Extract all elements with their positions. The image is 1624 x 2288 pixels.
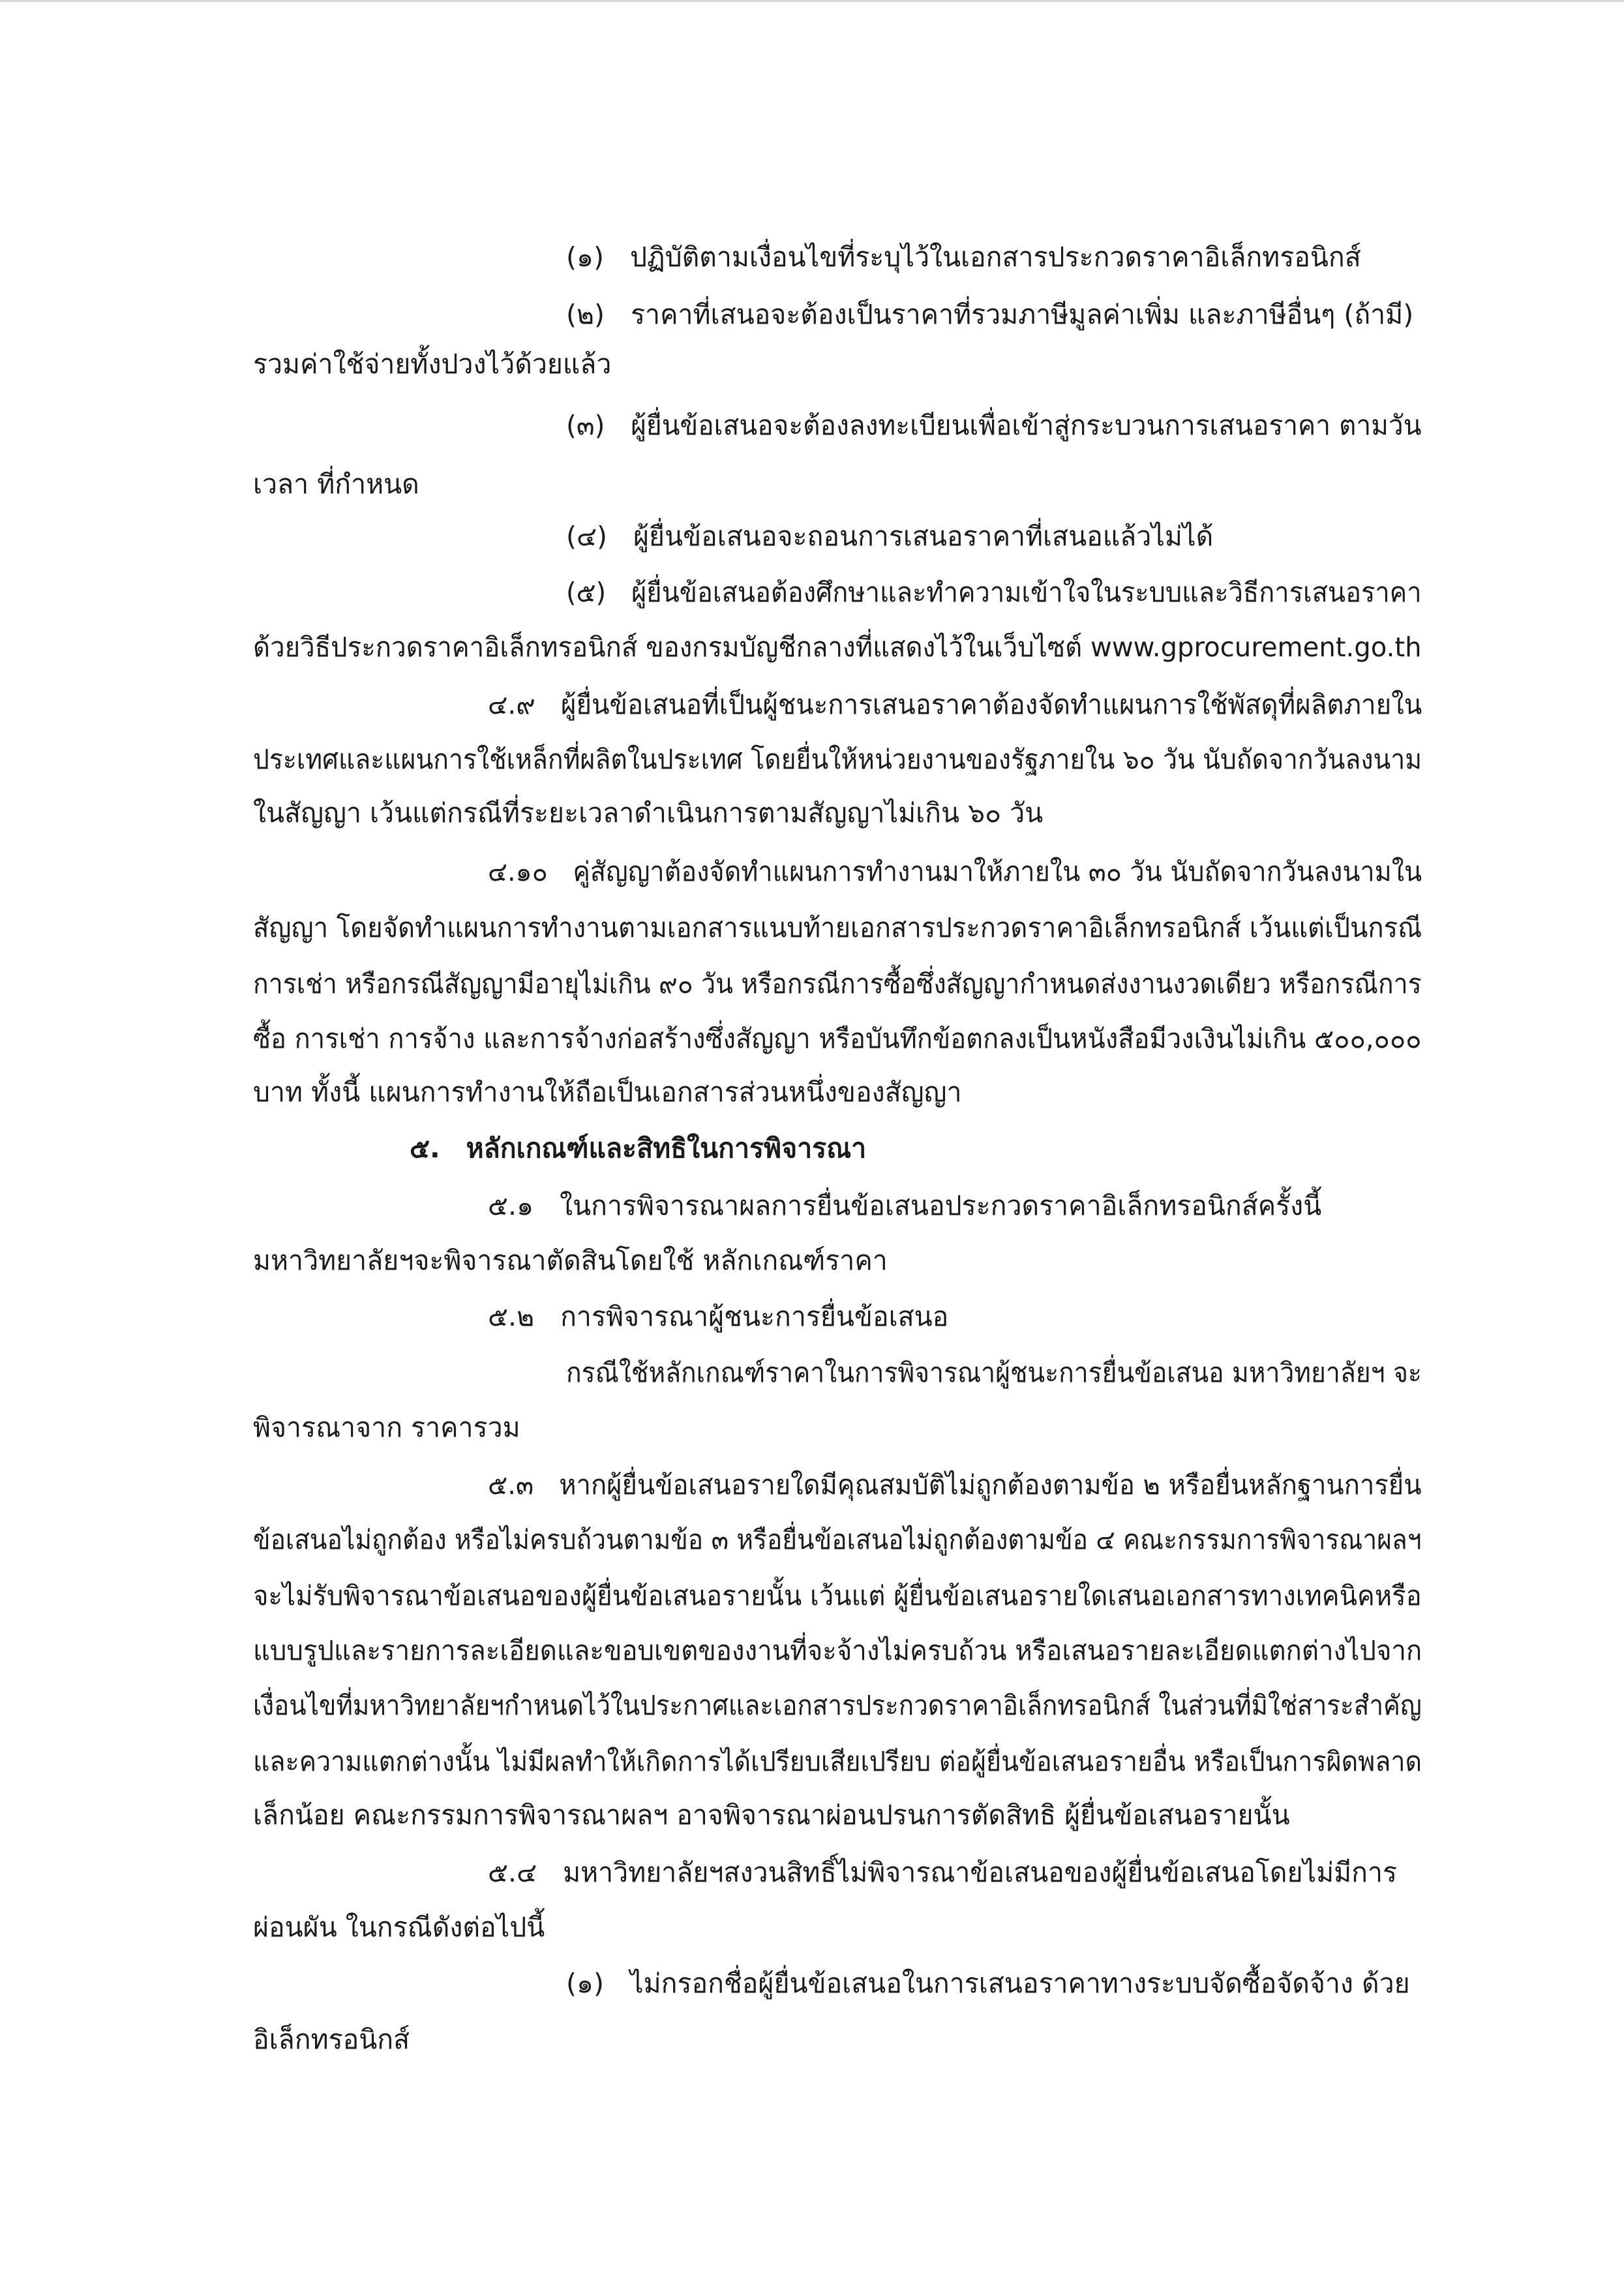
- section-5-number: ๕.: [410, 1133, 440, 1164]
- condition-2-continuation: รวมค่าใช้จ่ายทั้งปวงไว้ด้วยแล้ว: [253, 348, 612, 380]
- condition-5-text: ผู้ยื่นข้อเสนอต้องศึกษาและทำความเข้าใจในระบบและวิธีการเสนอราคา: [631, 577, 1422, 608]
- clause-4-9-line3: ในสัญญา เว้นแต่กรณีที่ระยะเวลาดำเนินการตามสัญญาไม่เกิน ๖๐ วัน: [253, 797, 1044, 829]
- clause-5-3-line3: จะไม่รับพิจารณาข้อเสนอของผู้ยื่นข้อเสนอรายนั้น เว้นแต่ ผู้ยื่นข้อเสนอรายใดเสนอเอกสารทางเทคนิคหรือ: [253, 1580, 1422, 1611]
- clause-4-10-number: ๔.๑๐: [488, 856, 548, 887]
- condition-3-text: ผู้ยื่นข้อเสนอจะต้องลงทะเบียนเพื่อเข้าสู่กระบวนการเสนอราคา ตามวัน: [631, 410, 1422, 441]
- clause-5-4-sub-1-continuation: อิเล็กทรอนิกส์: [253, 2024, 410, 2055]
- clause-5-1-line1: ในการพิจารณาผลการยื่นข้อเสนอประกวดราคาอิเล็กทรอนิกส์ครั้งนี้: [560, 1190, 1322, 1221]
- condition-4-text: ผู้ยื่นข้อเสนอจะถอนการเสนอราคาที่เสนอแล้วไม่ได้: [633, 521, 1214, 552]
- condition-5-number: (๕): [566, 577, 607, 608]
- condition-2-number: (๒): [566, 299, 605, 330]
- clause-5-4-sub-1: [566, 1964, 1410, 2003]
- clause-5-3-line7: เล็กน้อย คณะกรรมการพิจารณาผลฯ อาจพิจารณาผ่อนปรนการตัดสิทธิ ผู้ยื่นข้อเสนอรายนั้น: [253, 1799, 1290, 1831]
- clause-4-9-line2: ประเทศและแผนการใช้เหล็กที่ผลิตในประเทศ โดยยื่นให้หน่วยงานของรัฐภายใน ๖๐ วัน นับถัดจากวันลงนาม: [253, 744, 1422, 775]
- condition-1: [566, 237, 1361, 277]
- condition-2: [566, 295, 1413, 334]
- section-5-title: หลักเกณฑ์และสิทธิในการพิจารณา: [466, 1133, 867, 1164]
- condition-5-continuation: ด้วยวิธีประกวดราคาอิเล็กทรอนิกส์ ของกรมบัญชีกลางที่แสดงไว้ในเว็บไซต์ www.gprocurement.go.th: [253, 632, 1422, 663]
- condition-1-text: ปฏิบัติตามเงื่อนไขที่ระบุไว้ในเอกสารประกวดราคาอิเล็กทรอนิกส์: [630, 241, 1361, 273]
- clause-5-1: [488, 1186, 1321, 1225]
- clause-5-4-sub-1-number: (๑): [566, 1968, 605, 1999]
- clause-5-3: [488, 1465, 1422, 1504]
- clause-5-4: [488, 1853, 1397, 1892]
- clause-4-10-line5: บาท ทั้งนี้ แผนการทำงานให้ถือเป็นเอกสารส่วนหนึ่งของสัญญา: [253, 1076, 962, 1108]
- clause-5-1-line2: มหาวิทยาลัยฯจะพิจารณาตัดสินโดยใช้ หลักเกณฑ์ราคา: [253, 1245, 888, 1276]
- clause-5-3-line1: หากผู้ยื่นข้อเสนอรายใดมีคุณสมบัติไม่ถูกต้องตามข้อ ๒ หรือยื่นหลักฐานการยื่น: [559, 1469, 1422, 1501]
- clause-5-2: [488, 1297, 948, 1336]
- clause-4-9-number: ๔.๙: [488, 689, 535, 720]
- condition-4: [566, 517, 1213, 556]
- clause-5-4-number: ๕.๔: [488, 1857, 537, 1888]
- clause-5-2-line1: การพิจารณาผู้ชนะการยื่นข้อเสนอ: [560, 1301, 949, 1332]
- clause-5-2-number: ๕.๒: [488, 1301, 535, 1332]
- clause-5-3-number: ๕.๓: [488, 1469, 534, 1501]
- condition-1-number: (๑): [566, 241, 605, 273]
- condition-3: [566, 406, 1422, 445]
- clause-5-1-number: ๕.๑: [488, 1190, 534, 1221]
- clause-4-9-line1: ผู้ยื่นข้อเสนอที่เป็นผู้ชนะการเสนอราคาต้องจัดทำแผนการใช้พัสดุที่ผลิตภายใน: [560, 689, 1422, 720]
- clause-5-3-line4: แบบรูปและรายการละเอียดและขอบเขตของงานที่จะจ้างไม่ครบถ้วน หรือเสนอรายละเอียดแตกต่างไปจาก: [253, 1635, 1422, 1666]
- clause-4-9: [488, 685, 1422, 724]
- page-top-edge: [0, 0, 1624, 2]
- clause-5-3-line5: เงื่อนไขที่มหาวิทยาลัยฯกำหนดไว้ในประกาศและเอกสารประกวดราคาอิเล็กทรอนิกส์ ในส่วนที่มิใช่สาระสำคัญ: [253, 1690, 1422, 1721]
- clause-4-10-line2: สัญญา โดยจัดทำแผนการทำงานตามเอกสารแนบท้ายเอกสารประกวดราคาอิเล็กทรอนิกส์ เว้นแต่เป็นกรณี: [253, 912, 1422, 943]
- clause-5-4-sub-1-text: ไม่กรอกชื่อผู้ยื่นข้อเสนอในการเสนอราคาทางระบบจัดซื้อจัดจ้าง ด้วย: [630, 1968, 1410, 1999]
- clause-4-10: [488, 852, 1422, 891]
- section-5-heading: [410, 1129, 866, 1168]
- clause-5-3-line6: และความแตกต่างนั้น ไม่มีผลทำให้เกิดการได้เปรียบเสียเปรียบ ต่อผู้ยื่นข้อเสนอรายอื่น หรือเป็นการผิดพลาด: [253, 1746, 1422, 1777]
- clause-5-4-line1: มหาวิทยาลัยฯสงวนสิทธิ์ไม่พิจารณาข้อเสนอของผู้ยื่นข้อเสนอโดยไม่มีการ: [563, 1857, 1398, 1888]
- clause-5-2-line3: พิจารณาจาก ราคารวม: [253, 1412, 520, 1443]
- condition-3-continuation: เวลา ที่กำหนด: [253, 468, 419, 500]
- clause-5-2-line2: กรณีใช้หลักเกณฑ์ราคาในการพิจารณาผู้ชนะการยื่นข้อเสนอ มหาวิทยาลัยฯ จะ: [566, 1357, 1422, 1388]
- clause-5-3-line2: ข้อเสนอไม่ถูกต้อง หรือไม่ครบถ้วนตามข้อ ๓ หรือยื่นข้อเสนอไม่ถูกต้องตามข้อ ๔ คณะกรรมการพิจารณาผลฯ: [253, 1524, 1422, 1555]
- clause-5-4-line2: ผ่อนผัน ในกรณีดังต่อไปนี้: [253, 1912, 545, 1943]
- condition-3-number: (๓): [566, 410, 605, 441]
- clause-4-10-line3: การเช่า หรือกรณีสัญญามีอายุไม่เกิน ๙๐ วัน หรือกรณีการซื้อซึ่งสัญญากำหนดส่งงานงวดเดียว หรือกรณีการ: [253, 968, 1422, 999]
- clause-4-10-line1: คู่สัญญาต้องจัดทำแผนการทำงานมาให้ภายใน ๓๐ วัน นับถัดจากวันลงนามใน: [573, 856, 1422, 887]
- clause-4-10-line4: ซื้อ การเช่า การจ้าง และการจ้างก่อสร้างซึ่งสัญญา หรือบันทึกข้อตกลงเป็นหนังสือมีวงเงินไม่เกิน ๕๐๐,๐๐๐: [253, 1023, 1422, 1054]
- condition-2-text: ราคาที่เสนอจะต้องเป็นราคาที่รวมภาษีมูลค่าเพิ่ม และภาษีอื่นๆ (ถ้ามี): [631, 299, 1414, 330]
- condition-5: [566, 573, 1422, 612]
- condition-4-number: (๔): [566, 521, 608, 552]
